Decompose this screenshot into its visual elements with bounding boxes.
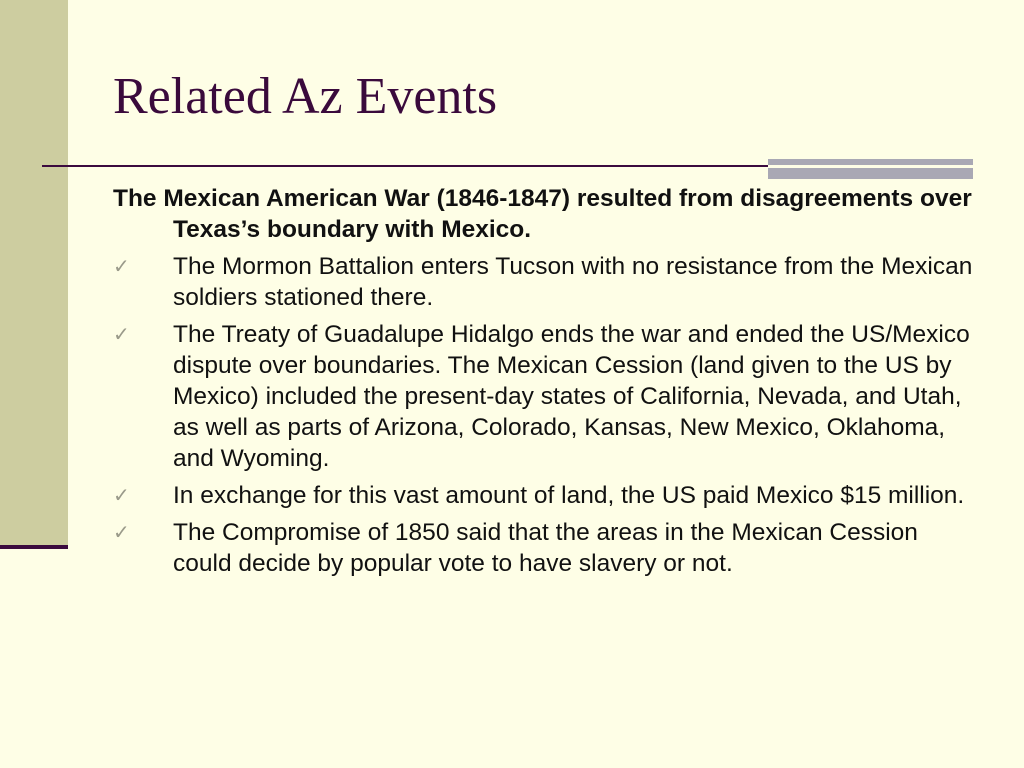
list-item-text: The Treaty of Guadalupe Hidalgo ends the war and ended the US/Mexico dispute over boundaries. The Mexican Cession (land given to the US by Mexico) included the present-day states of California, Nevada, and Utah, as well as parts of Arizona, Colorado, Kansas, New Mexico, Oklahoma, and Wyoming. bbox=[173, 321, 970, 472]
check-icon: ✓ bbox=[113, 520, 130, 544]
check-icon: ✓ bbox=[113, 483, 130, 507]
bullet-list bbox=[113, 251, 983, 579]
list-item-text: The Mormon Battalion enters Tucson with no resistance from the Mexican soldiers stationed there. bbox=[173, 253, 973, 311]
list-item bbox=[113, 319, 983, 474]
list-item bbox=[113, 517, 983, 579]
side-band-underline bbox=[0, 545, 68, 549]
check-icon: ✓ bbox=[113, 322, 130, 346]
slide-title: Related Az Events bbox=[113, 68, 498, 125]
list-item bbox=[113, 480, 983, 511]
list-item-text: The Compromise of 1850 said that the areas in the Mexican Cession could decide by popular vote to have slavery or not. bbox=[173, 519, 918, 577]
slide-body bbox=[113, 183, 983, 585]
check-icon: ✓ bbox=[113, 254, 130, 278]
intro-paragraph: The Mexican American War (1846-1847) resulted from disagreements over Texas’s boundary with Mexico. bbox=[113, 185, 972, 243]
title-divider bbox=[42, 165, 787, 167]
side-band bbox=[0, 0, 68, 545]
list-item-text: In exchange for this vast amount of land, the US paid Mexico $15 million. bbox=[173, 482, 965, 509]
accent-bar bbox=[768, 159, 973, 179]
list-item bbox=[113, 251, 983, 313]
